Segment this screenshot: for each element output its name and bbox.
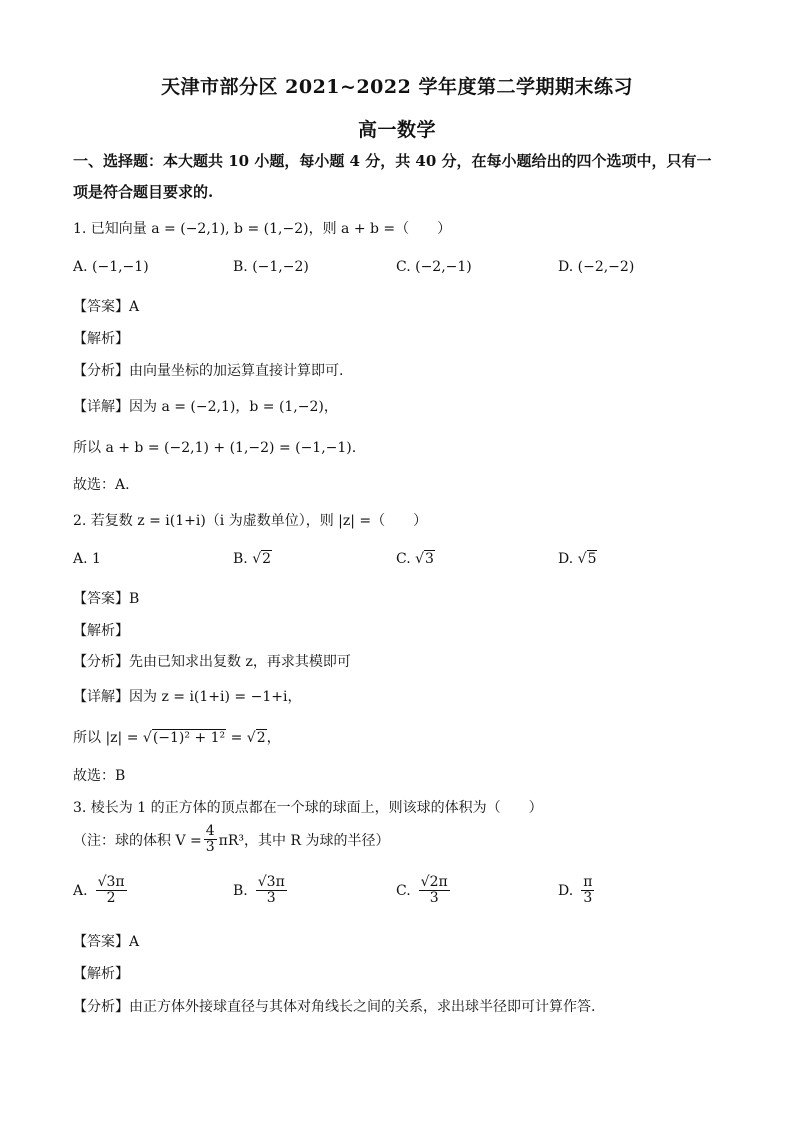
q3-option-a-fraction (96, 875, 127, 907)
q3-note-post: πR³，其中 R 为球的半径） (218, 832, 390, 849)
q3-option-d-den: 3 (583, 890, 593, 907)
q1-option-c: C. (−2,−1) (396, 259, 472, 275)
doc-title: 天津市部分区 2021~2022 学年度第二学期期末练习 (161, 76, 633, 98)
q3-option-b-label: B. (233, 882, 248, 899)
q2-detail2-pre: 所以 |z| = (73, 730, 139, 746)
q2-analysis: 【解析】 (73, 623, 129, 639)
q3-option-d-label: D. (558, 882, 574, 899)
q3-note (73, 824, 389, 856)
q1-option-d: D. (−2,−2) (558, 259, 635, 275)
q3-note-pre: （注：球的体积 V = (73, 832, 202, 849)
q2-detail2-end: ， (266, 730, 281, 746)
q2-detail: 【详解】因为 z = i(1+i) = −1+i， (73, 689, 302, 705)
q2-option-c: C. √3 (396, 551, 434, 567)
q3-option-a-num: √3π (97, 874, 125, 890)
q3-option-c (396, 875, 452, 907)
q3-option-d (558, 875, 596, 907)
q3-option-c-label: C. (396, 882, 411, 899)
q3-option-a-label: A. (73, 882, 88, 899)
q1-detail: 【详解】因为 a = (−2,1)，b = (1,−2)， (73, 399, 338, 415)
q3-option-b-num: √3π (257, 874, 285, 890)
q2-option-a: A. 1 (73, 551, 101, 567)
section-heading-line2: 项是符合题目要求的. (73, 183, 214, 201)
q3-option-b-den: 3 (266, 890, 276, 907)
q2-choose: 故选：B (73, 768, 126, 784)
q3-option-c-den: 3 (429, 890, 439, 907)
q3-stem: 3. 棱长为 1 的正方体的顶点都在一个球的球面上，则该球的体积为（ ） (73, 800, 543, 816)
q2-option-d-label: D. (558, 551, 574, 567)
q1-fenxi: 【分析】由向量坐标的加运算直接计算即可. (73, 363, 344, 379)
q3-answer: 【答案】A (73, 934, 140, 950)
q3-option-b-fraction (256, 875, 287, 907)
q3-option-c-fraction (419, 875, 450, 907)
q2-detail2-radicand2: 2 (256, 730, 266, 746)
q2-option-d: D. √5 (558, 551, 597, 567)
q3-option-d-num: π (583, 874, 593, 890)
q2-option-b-radicand: 2 (262, 551, 272, 567)
section-heading-line1: 一、选择题：本大题共 10 小题，每小题 4 分，共 40 分，在每小题给出的四个选项中，只有一 (73, 152, 712, 170)
q2-stem: 2. 若复数 z = i(1+i)（i 为虚数单位），则 |z| =（ ） (73, 513, 428, 529)
q2-option-d-radicand: 5 (587, 551, 597, 567)
q1-answer: 【答案】A (73, 299, 140, 315)
q2-detail2: 所以 |z| = √(−1)² + 1² = √2， (73, 730, 281, 746)
q1-option-b: B. (−1,−2) (233, 259, 309, 275)
q2-detail2-eq: = (230, 730, 243, 746)
q1-analysis: 【解析】 (73, 331, 129, 347)
q3-option-a-den: 2 (106, 890, 116, 907)
q3-analysis: 【解析】 (73, 966, 129, 982)
doc-subtitle: 高一数学 (357, 119, 436, 141)
q2-detail2-radicand: (−1)² + 1² (152, 730, 226, 746)
q3-note-den: 3 (205, 839, 215, 856)
q2-option-b-label: B. (233, 551, 248, 567)
q2-option-b: B. √2 (233, 551, 272, 567)
q1-stem: 1. 已知向量 a = (−2,1), b = (1,−2)，则 a + b =（ ） (73, 221, 452, 237)
q3-option-c-num: √2π (420, 874, 448, 890)
q3-option-b (233, 875, 289, 907)
q3-note-num: 4 (205, 823, 215, 839)
q1-option-a: A. (−1,−1) (73, 259, 149, 275)
q2-option-c-radicand: 3 (425, 551, 434, 567)
q3-note-fraction (204, 824, 217, 856)
q1-detail2: 所以 a + b = (−2,1) + (1,−2) = (−1,−1). (73, 440, 357, 456)
q3-fenxi: 【分析】由正方体外接球直径与其体对角线长之间的关系，求出球半径即可计算作答. (73, 999, 596, 1015)
q2-option-c-label: C. (396, 551, 411, 567)
q3-option-d-fraction (581, 875, 594, 907)
q2-fenxi: 【分析】先由已知求出复数 z，再求其模即可 (73, 654, 351, 670)
q1-choose: 故选：A. (73, 477, 130, 493)
q3-option-a (73, 875, 129, 907)
q2-answer: 【答案】B (73, 591, 140, 607)
